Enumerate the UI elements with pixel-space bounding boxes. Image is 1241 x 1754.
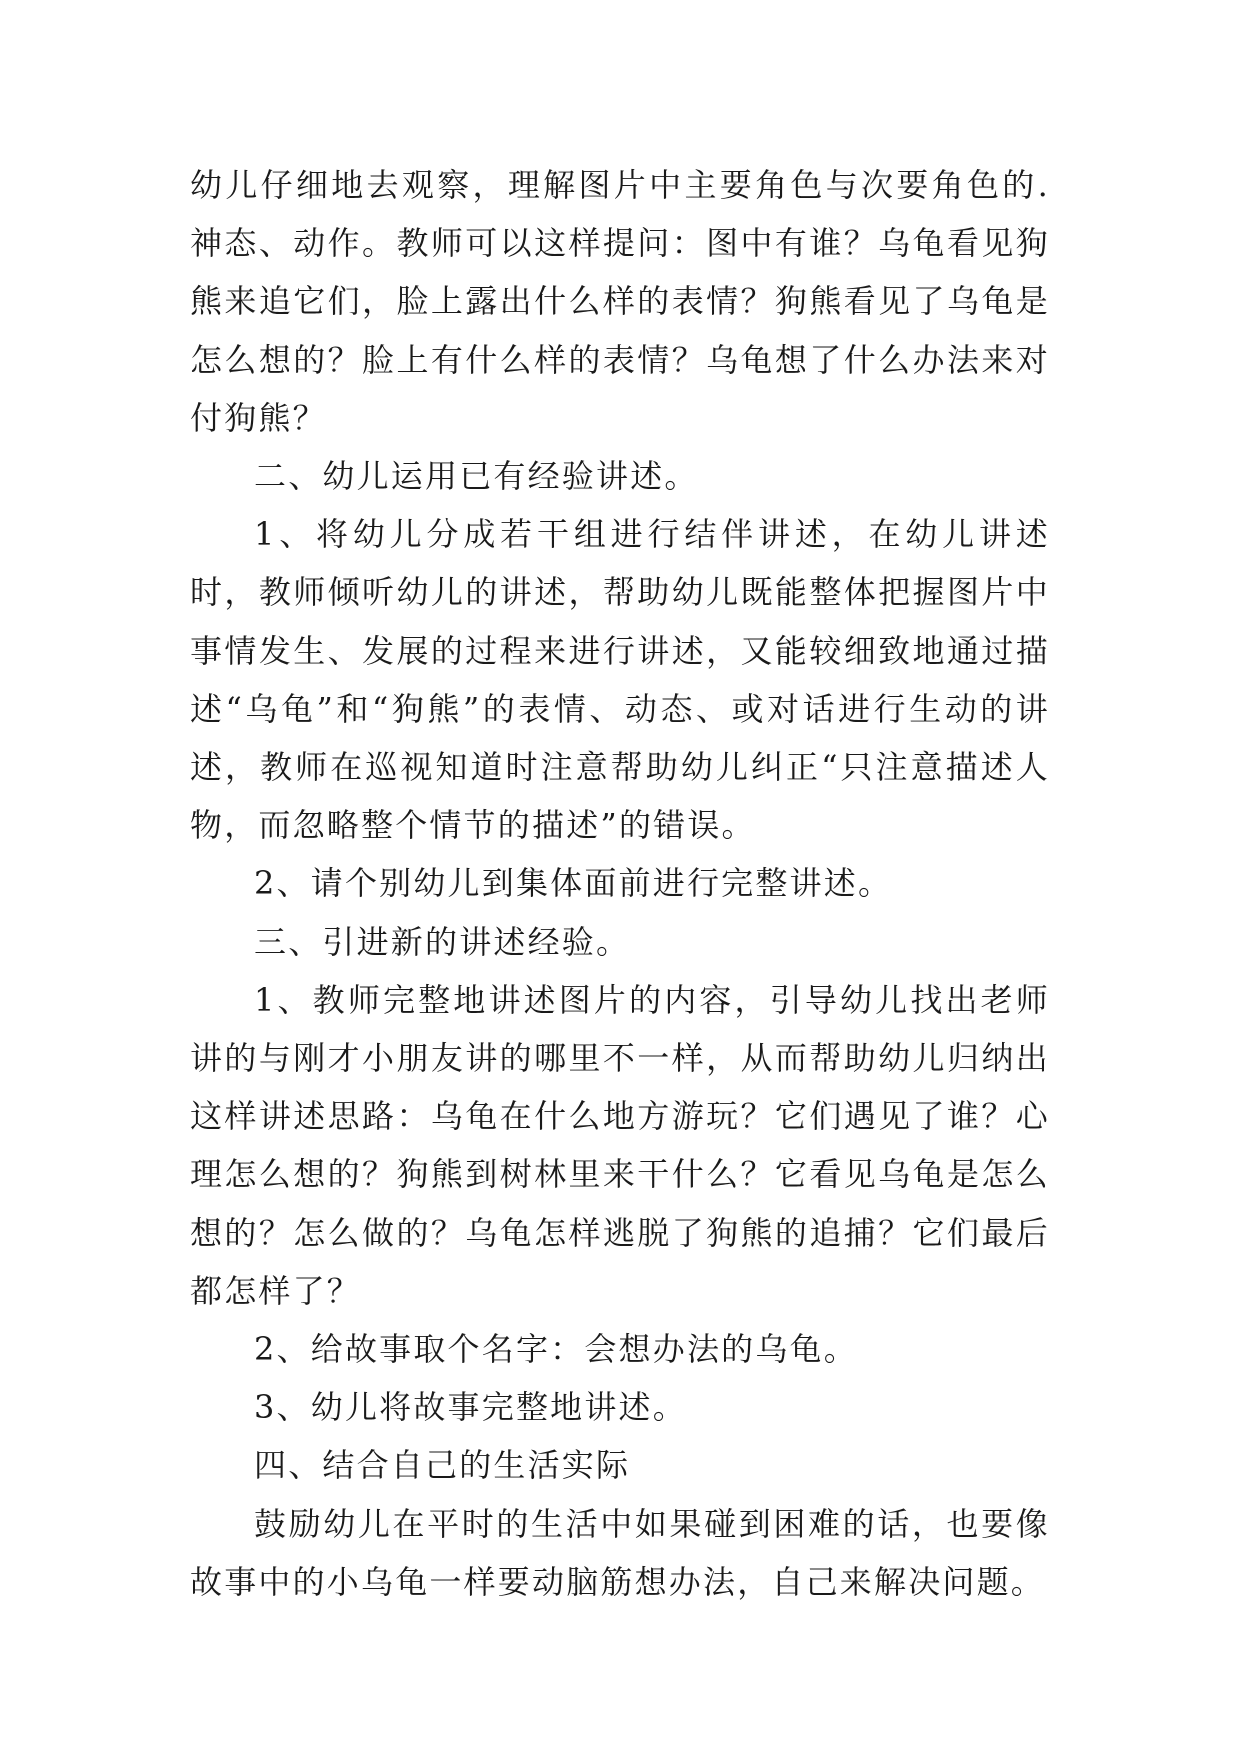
paragraph-intro-continued: 幼儿仔细地去观察，理解图片中主要角色与次要角色的.神态、动作。教师可以这样提问：图中有谁？乌龟看见狗熊来追它们，脸上露出什么样的表情？狗熊看见了乌龟是怎么想的？脸上有什么样的表情？乌龟想了什么办法来对付狗熊？ bbox=[190, 166, 1050, 437]
section-heading-3: 三、引进新的讲述经验。 bbox=[254, 922, 631, 961]
paragraph-step-3-3: 3、幼儿将故事完整地讲述。 bbox=[254, 1388, 687, 1427]
document-body bbox=[190, 156, 1050, 1611]
paragraph-step-2-1: 1、将幼儿分成若干组进行结伴讲述，在幼儿讲述时，教师倾听幼儿的讲述，帮助幼儿既能整体把握图片中事情发生、发展的过程来进行讲述，又能较细致地通过描述“乌龟”和“狗熊”的表情、动态、或对话进行生动的讲述，教师在巡视知道时注意帮助幼儿纠正“只注意描述人物，而忽略整个情节的描述”的错误。 bbox=[190, 515, 1050, 845]
section-heading-2: 二、幼儿运用已有经验讲述。 bbox=[254, 457, 699, 496]
paragraph-conclusion: 鼓励幼儿在平时的生活中如果碰到困难的话，也要像故事中的小乌龟一样要动脑筋想办法，自己来解决问题。 bbox=[190, 1504, 1050, 1601]
paragraph-step-3-2: 2、给故事取个名字：会想办法的乌龟。 bbox=[254, 1330, 858, 1369]
section-heading-4: 四、结合自己的生活实际 bbox=[254, 1446, 631, 1485]
paragraph-step-2-2: 2、请个别幼儿到集体面前进行完整讲述。 bbox=[254, 864, 893, 903]
paragraph-step-3-1: 1、教师完整地讲述图片的内容，引导幼儿找出老师讲的与刚才小朋友讲的哪里不一样，从而帮助幼儿归纳出这样讲述思路：乌龟在什么地方游玩？它们遇见了谁？心理怎么想的？狗熊到树林里来干什么？它看见乌龟是怎么想的？怎么做的？乌龟怎样逃脱了狗熊的追捕？它们最后都怎样了？ bbox=[190, 980, 1050, 1310]
